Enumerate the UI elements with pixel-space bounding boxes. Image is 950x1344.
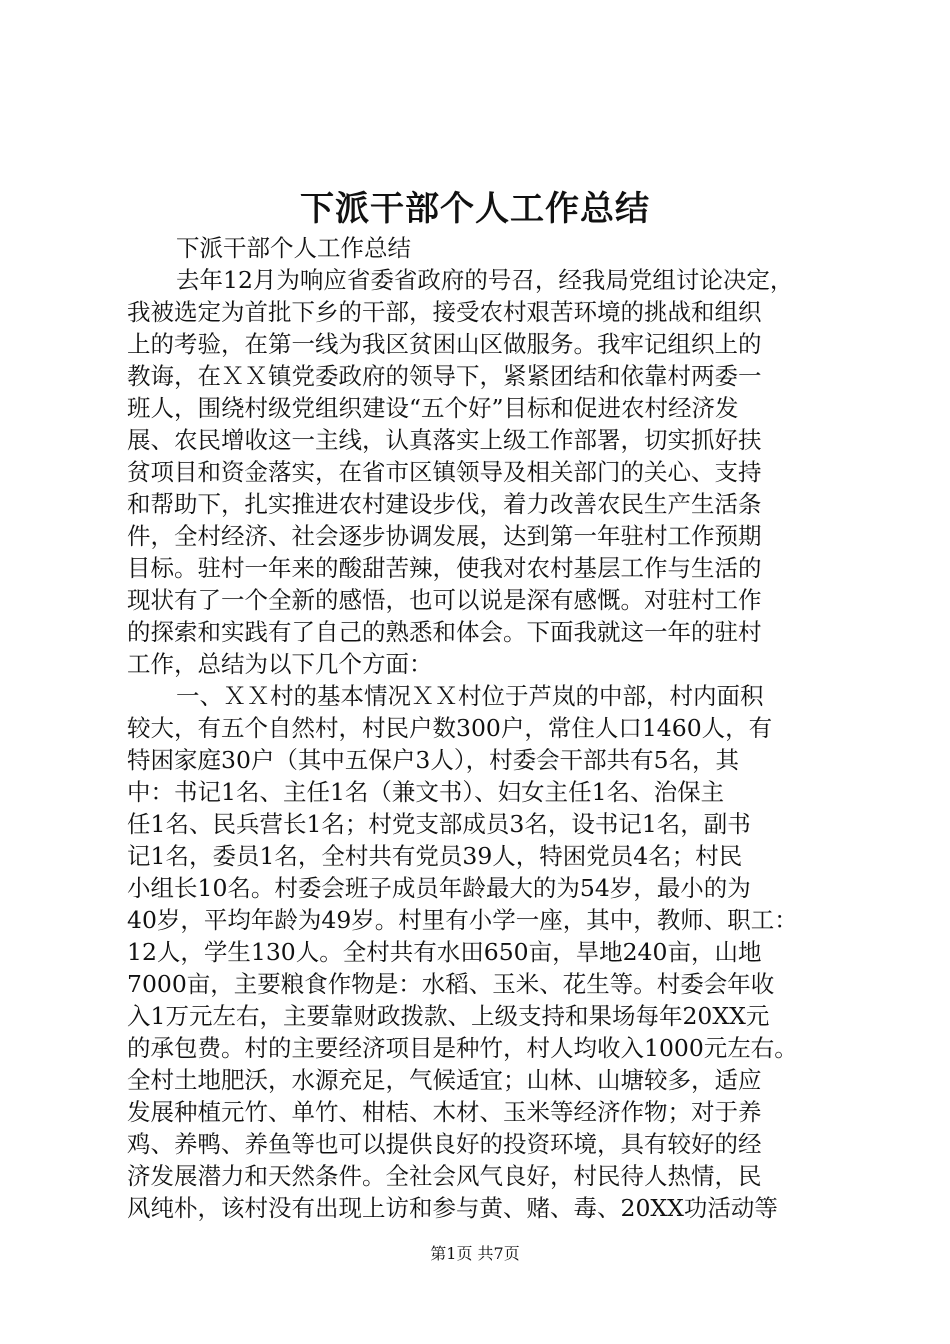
paragraph-line: 目标。驻村一年来的酸甜苦辣，使我对农村基层工作与生活的 (127, 554, 762, 582)
document-title: 下派干部个人工作总结 (300, 189, 650, 229)
paragraph-line: 的探索和实践有了自己的熟悉和体会。下面我就这一年的驻村 (127, 618, 762, 646)
paragraph-line: 班人，围绕村级党组织建设“五个好”目标和促进农村经济发 (127, 394, 739, 422)
paragraph-line: 上的考验，在第一线为我区贫困山区做服务。我牢记组织上的 (127, 330, 762, 358)
subtitle-line: 下派干部个人工作总结 (176, 234, 411, 262)
paragraph-line: 记1名，委员1名，全村共有党员39人，特困党员4名；村民 (127, 842, 743, 870)
document-body (127, 232, 843, 1224)
paragraph-line: 件，全村经济、社会逐步协调发展，达到第一年驻村工作预期 (127, 522, 762, 550)
paragraph-line: 我被选定为首批下乡的干部，接受农村艰苦环境的挑战和组织 (127, 298, 762, 326)
paragraph-line: 的承包费。村的主要经济项目是种竹，村人均收入1000元左右。 (127, 1034, 798, 1062)
paragraph-line: 展、农民增收这一主线，认真落实上级工作部署，切实抓好扶 (127, 426, 762, 454)
paragraph-line: 入1万元左右，主要靠财政拨款、上级支持和果场每年20XX元 (127, 1002, 770, 1030)
paragraph-line: 济发展潜力和天然条件。全社会风气良好，村民待人热情，民 (127, 1162, 762, 1190)
paragraph-line: 任1名、民兵营长1名；村党支部成员3名，设书记1名，副书 (127, 810, 751, 838)
paragraph-line: 现状有了一个全新的感悟，也可以说是深有感慨。对驻村工作 (127, 586, 762, 614)
paragraph-line: 40岁，平均年龄为49岁。村里有小学一座，其中，教师、职工： (127, 906, 798, 934)
paragraph-line: 12人，学生130人。全村共有水田650亩，旱地240亩，山地 (127, 938, 762, 966)
paragraph-line: 风纯朴，该村没有出现上访和参与黄、赌、毒、20XX功活动等 (127, 1194, 778, 1222)
paragraph-line: 去年12月为响应省委省政府的号召，经我局党组讨论决定， (176, 266, 794, 294)
paragraph-line: 特困家庭30户（其中五保户3人），村委会干部共有5名，其 (127, 746, 740, 774)
paragraph-line: 发展种植元竹、单竹、柑桔、木材、玉米等经济作物；对于养 (127, 1098, 762, 1126)
page-number-footer: 第1页 共7页 (430, 1244, 520, 1263)
paragraph-line: 和帮助下，扎实推进农村建设步伐，着力改善农民生产生活条 (127, 490, 762, 518)
paragraph-line: 中：书记1名、主任1名（兼文书）、妇女主任1名、治保主 (127, 778, 725, 806)
paragraph-line: 贫项目和资金落实，在省市区镇领导及相关部门的关心、支持 (127, 458, 762, 486)
paragraph-line: 小组长10名。村委会班子成员年龄最大的为54岁，最小的为 (127, 874, 751, 902)
section-heading-line: 一、ＸＸ村的基本情况ＸＸ村位于芦岚的中部，村内面积 (176, 682, 764, 710)
paragraph-line: 鸡、养鸭、养鱼等也可以提供良好的投资环境，具有较好的经 (127, 1130, 762, 1158)
paragraph-line: 工作，总结为以下几个方面： (127, 650, 433, 678)
paragraph-line: 较大，有五个自然村，村民户数300户，常住人口1460人，有 (127, 714, 773, 742)
paragraph-line: 7000亩，主要粮食作物是：水稻、玉米、花生等。村委会年收 (127, 970, 775, 998)
paragraph-line: 全村土地肥沃，水源充足，气候适宜；山林、山塘较多，适应 (127, 1066, 762, 1094)
paragraph-line: 教诲，在ＸＸ镇党委政府的领导下，紧紧团结和依靠村两委一 (127, 362, 762, 390)
